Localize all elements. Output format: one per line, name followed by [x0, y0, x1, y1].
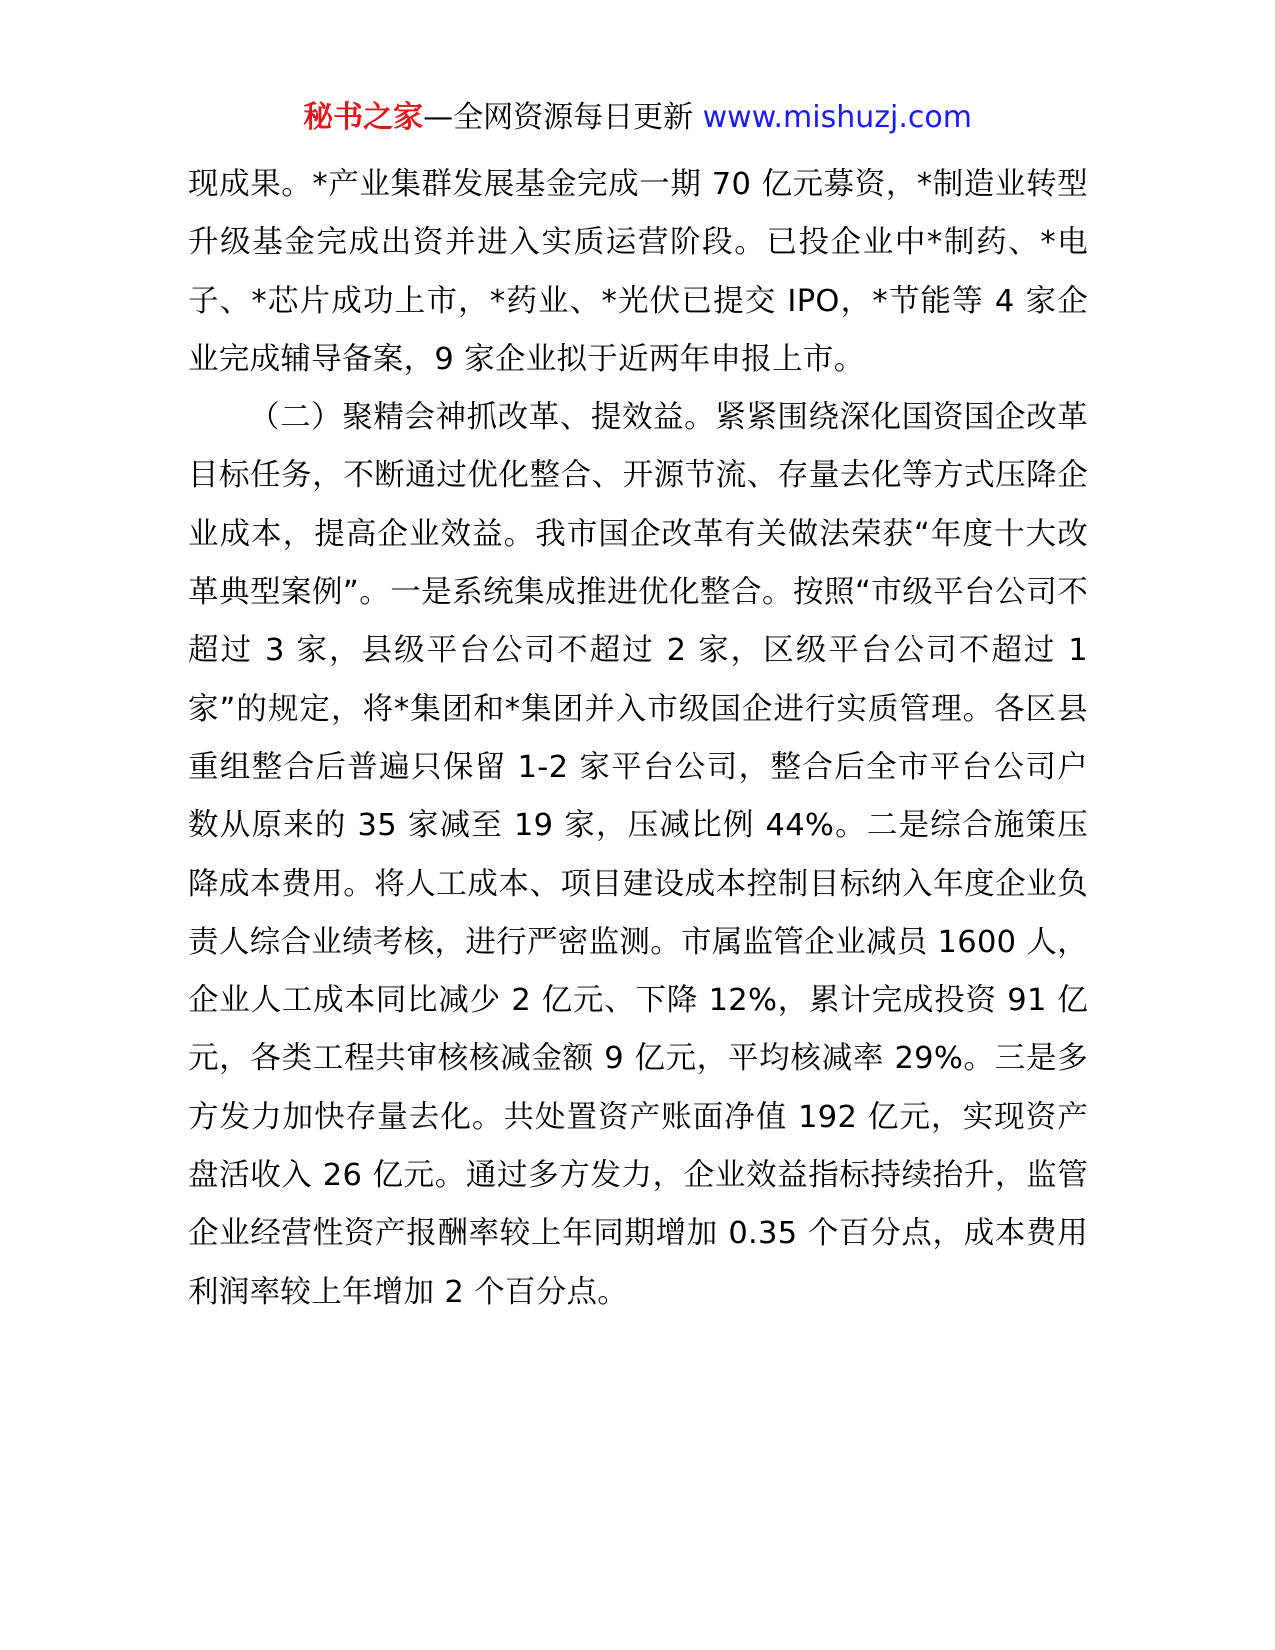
page-header: [0, 98, 1275, 138]
document-body: [188, 156, 1088, 1322]
paragraph-reform-efficiency: （二）聚精会神抓改革、提效益。紧紧围绕深化国资国企改革目标任务，不断通过优化整合、开源节流、存量去化等方式压降企业成本，提高企业效益。我市国企改革有关做法荣获“年度十大改革典型案例”。一是系统集成推进优化整合。按照“市级平台公司不超过 3 家，县级平台公司不超过 2 家，区级平台公司不超过 1 家”的规定，将*集团和*集团并入市级国企进行实质管理。各区县重组整合后普遍只保留 1-2 家平台公司，整合后全市平台公司户数从原来的 35 家减至 19 家，压减比例 44%。二是综合施策压降成本费用。将人工成本、项目建设成本控制目标纳入年度企业负责人综合业绩考核，进行严密监测。市属监管企业减员 1600 人，企业人工成本同比减少 2 亿元、下降 12%，累计完成投资 91 亿元，各类工程共审核核减金额 9 亿元，平均核减率 29%。三是多方发力加快存量去化。共处置资产账面净值 192 亿元，实现资产盘活收入 26 亿元。通过多方发力，企业效益指标持续抬升，监管企业经营性资产报酬率较上年同期增加 0.35 个百分点，成本费用利润率较上年增加 2 个百分点。: [188, 400, 1088, 1310]
header-tagline: —全网资源每日更新: [423, 100, 694, 135]
paragraph-continuation: 现成果。*产业集群发展基金完成一期 70 亿元募资，*制造业转型升级基金完成出资并进入实质运营阶段。已投企业中*制药、*电子、*芯片成功上市，*药业、*光伏已提交 IPO，*节能等 4 家企业完成辅导备案，9 家企业拟于近两年申报上市。: [188, 167, 1088, 377]
website-link[interactable]: www.mishuzj.com: [702, 100, 972, 135]
brand-name: 秘书之家: [303, 100, 424, 135]
